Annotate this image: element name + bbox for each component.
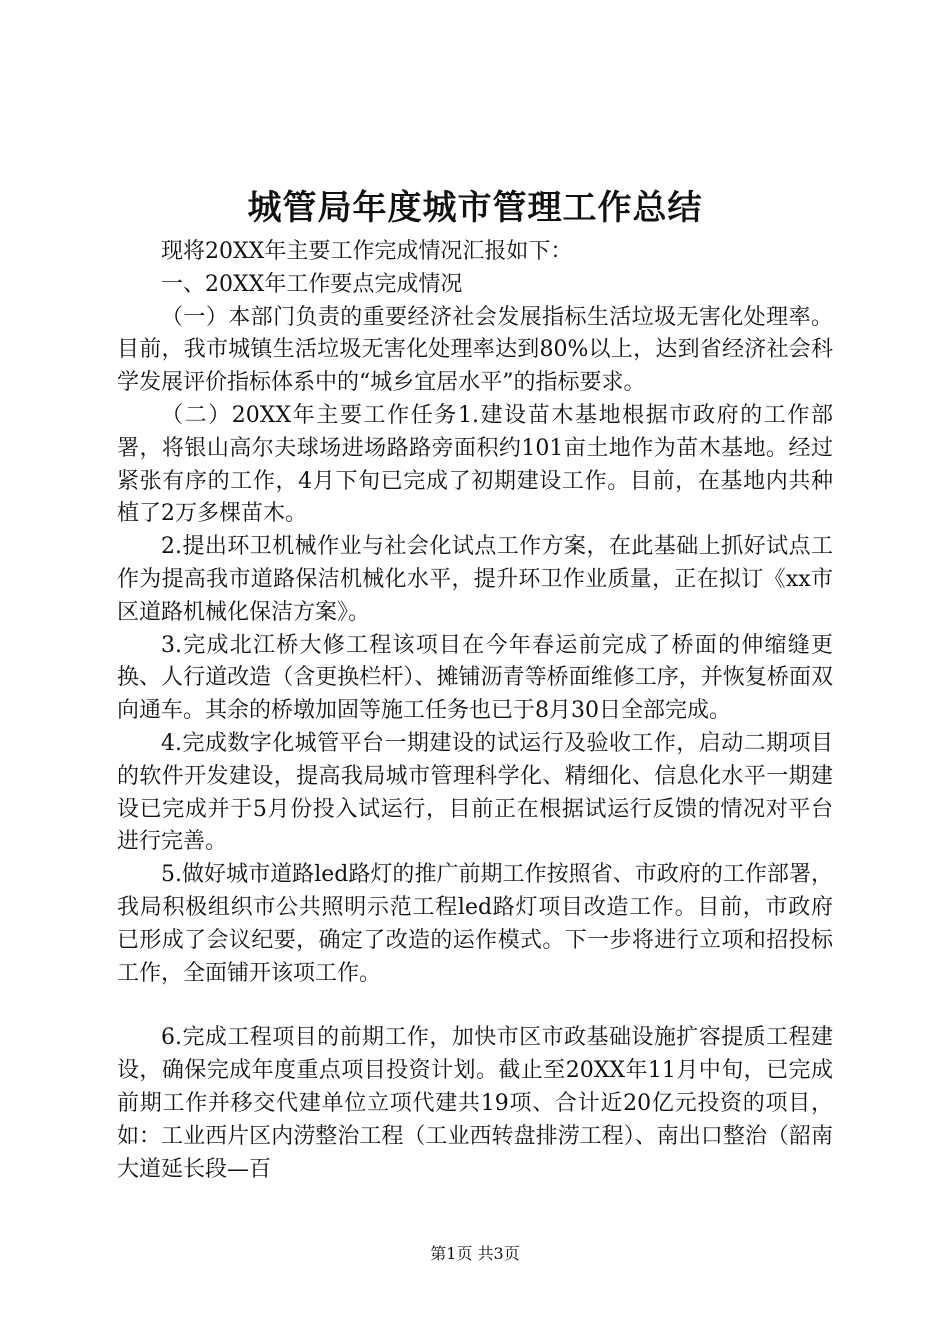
paragraph-intro: 现将20XX年主要工作完成情况汇报如下： bbox=[161, 239, 573, 264]
document-title: 城管局年度城市管理工作总结 bbox=[247, 188, 703, 228]
paragraph-item-2: （二）20XX年主要工作任务1.建设苗木基地根据市政府的工作部署，将银山高尔夫球场进场路路旁面积约101亩土地作为苗木基地。经过紧张有序的工作，4月下旬已完成了初期建设工作。目前，在基地内共种植了2万多棵苗木。 bbox=[117, 402, 833, 527]
paragraph-task-2: 2.提出环卫机械作业与社会化试点工作方案，在此基础上抓好试点工作为提高我市道路保洁机械化水平，提升环卫作业质量，正在拟订《xx市区道路机械化保洁方案》。 bbox=[117, 534, 833, 625]
paragraph-task-6: 6.完成工程项目的前期工作，加快市区市政基础设施扩容提质工程建设，确保完成年度重点项目投资计划。截止至20XX年11月中旬，已完成前期工作并移交代建单位立项代建共19项、合计近20亿元投资的项目，如：工业西片区内涝整治工程（工业西转盘排涝工程）、南出口整治（韶南大道延长段—百 bbox=[117, 1025, 833, 1182]
page-indicator: 第1页 共3页 bbox=[430, 1244, 520, 1263]
paragraph-task-3: 3.完成北江桥大修工程该项目在今年春运前完成了桥面的伸缩缝更换、人行道改造（含更换栏杆）、摊铺沥青等桥面维修工序，并恢复桥面双向通车。其余的桥墩加固等施工任务也已于8月30日全部完成。 bbox=[117, 632, 833, 724]
paragraph-item-1: （一）本部门负责的重要经济社会发展指标生活垃圾无害化处理率。目前，我市城镇生活垃圾无害化处理率达到80%以上，达到省经济社会科学发展评价指标体系中的“城乡宜居水平”的指标要求。 bbox=[117, 304, 833, 396]
paragraph-section-heading: 一、20XX年工作要点完成情况 bbox=[161, 271, 463, 297]
document-body bbox=[117, 236, 833, 1186]
paragraph-task-4: 4.完成数字化城管平台一期建设的试运行及验收工作，启动二期项目的软件开发建设，提高我局城市管理科学化、精细化、信息化水平一期建设已完成并于5月份投入试运行，目前正在根据试运行反馈的情况对平台进行完善。 bbox=[117, 730, 833, 855]
paragraph-task-5: 5.做好城市道路led路灯的推广前期工作按照省、市政府的工作部署，我局积极组织市公共照明示范工程led路灯项目改造工作。目前，市政府已形成了会议纪要，确定了改造的运作模式。下一步将进行立项和招投标工作，全面铺开该项工作。 bbox=[117, 862, 833, 986]
